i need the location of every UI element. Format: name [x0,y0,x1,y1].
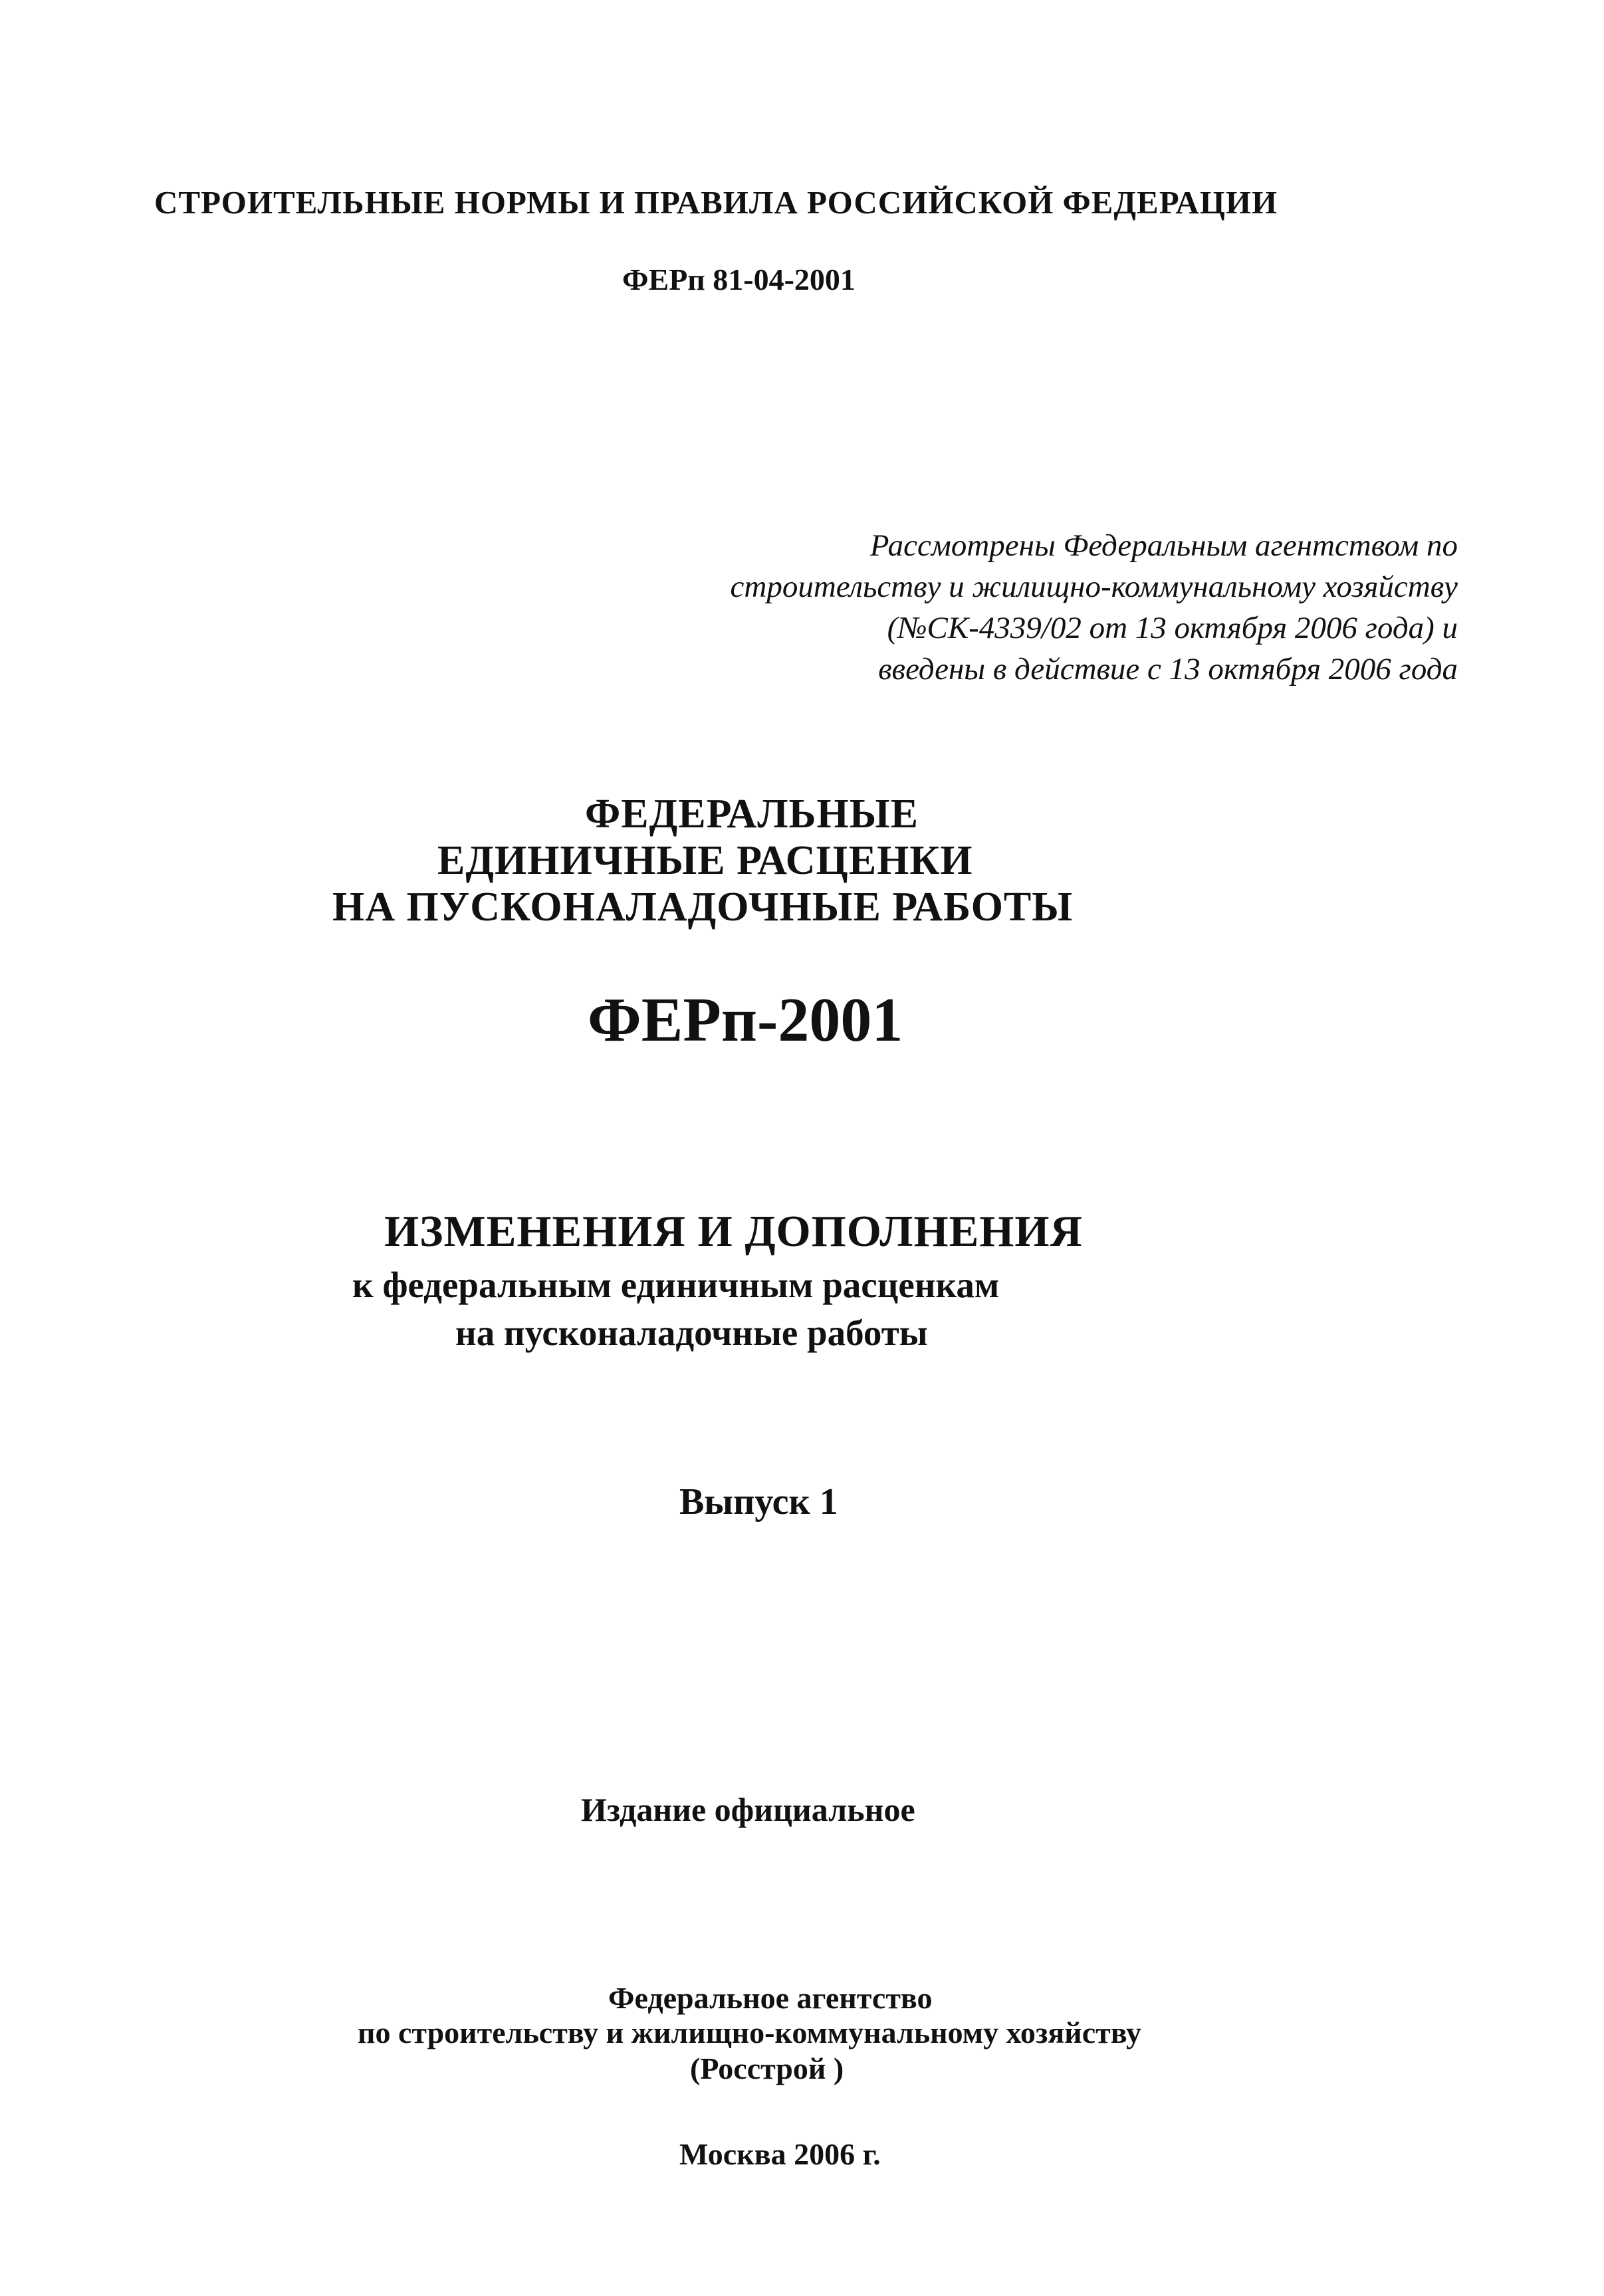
changes-title: ИЗМЕНЕНИЯ И ДОПОЛНЕНИЯ [384,1207,1083,1256]
issue-number: Выпуск 1 [679,1481,838,1522]
approval-note [731,525,1458,690]
changes-subtitle-1: к федеральным единичным расценкам [352,1265,1000,1305]
header-code: ФЕРп 81-04-2001 [622,262,856,296]
publisher-line-2: по строительству и жилищно-коммунальному хозяйству [358,2016,1142,2049]
publisher-line-1: Федеральное агентство [608,1981,933,2015]
main-title-line-3: НА ПУСКОНАЛАДОЧНЫЕ РАБОТЫ [332,885,1074,930]
main-code: ФЕРп-2001 [588,986,903,1055]
edition-label: Издание официальное [581,1791,915,1828]
place-year: Москва 2006 г. [679,2137,881,2171]
publisher-line-3: (Росстрой ) [690,2051,844,2085]
approval-line-3: (№СК-4339/02 от 13 октября 2006 года) и [887,611,1458,645]
header-title: СТРОИТЕЛЬНЫЕ НОРМЫ И ПРАВИЛА РОССИЙСКОЙ ФЕДЕРАЦИИ [154,184,1278,221]
main-title-line-2: ЕДИНИЧНЫЕ РАСЦЕНКИ [437,838,973,883]
approval-line-4: введены в действие с 13 октября 2006 года [878,652,1458,686]
approval-line-2: строительству и жилищно-коммунальному хозяйству [730,570,1458,604]
changes-subtitle-2: на пусконаладочные работы [455,1312,928,1353]
approval-line-1: Рассмотрены Федеральным агентством по [869,528,1458,563]
main-title-line-1: ФЕДЕРАЛЬНЫЕ [585,791,919,837]
